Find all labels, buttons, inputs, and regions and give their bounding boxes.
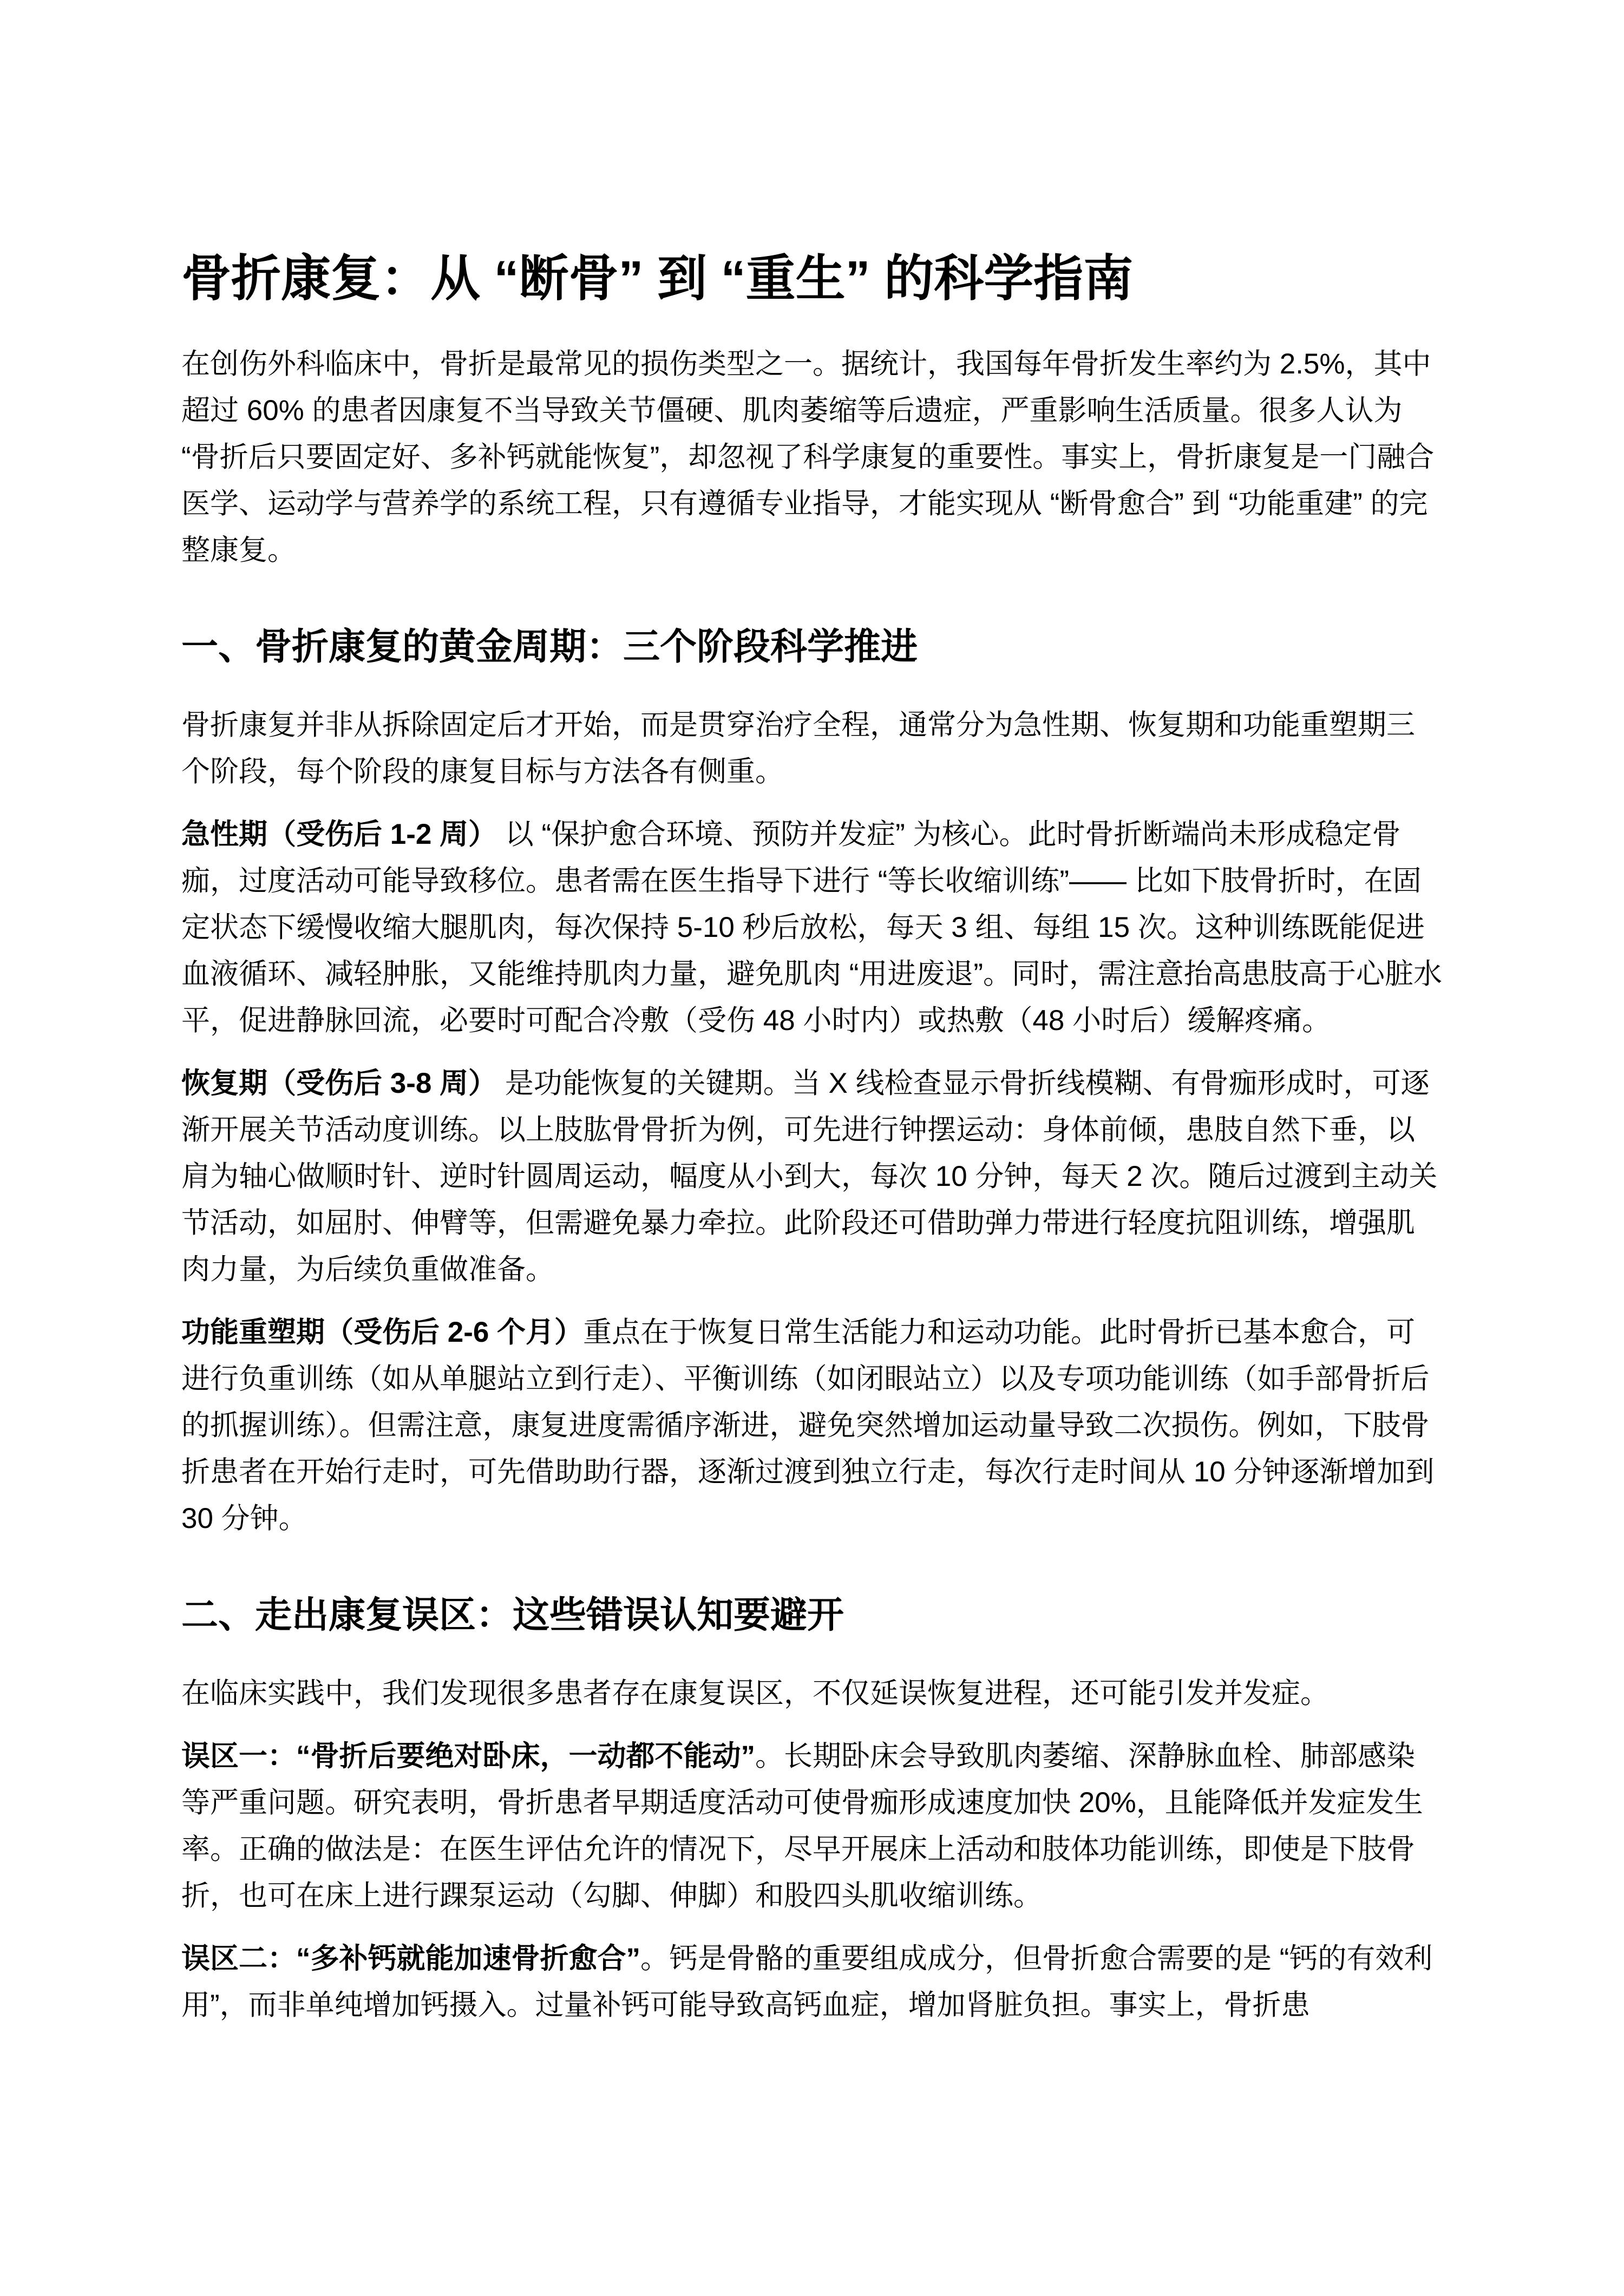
stage-acute-text: 以 “保护愈合环境、预防并发症” 为核心。此时骨折断端尚未形成稳定骨痂，过度活动可能导致移位。患者需在医生指导下进行 “等长收缩训练”—— 比如下肢骨折时，在固定状态下缓慢收缩大腿肌肉，每次保持 5-10 秒后放松，每天 3 组、每组 15 次。这种训练既能促进血液循环、减轻肿胀，又能维持肌肉力量，避免肌肉 “用进废退”。同时，需注意抬高患肢高于心脏水平，促进静脉回流，必要时可配合冷敷（受伤 48 小时内）或热敷（48 小时后）缓解疼痛。 <box>181 818 1443 1037</box>
myth1-lead: 误区一：“骨折后要绝对卧床，一动都不能动” <box>181 1740 755 1772</box>
section1-heading: 一、骨折康复的黄金周期：三个阶段科学推进 <box>181 626 918 667</box>
stage-remodel-lead: 功能重塑期（受伤后 2-6 个月） <box>181 1316 584 1348</box>
myth1-paragraph <box>181 1733 1443 1919</box>
myth1-text: 。长期卧床会导致肌肉萎缩、深静脉血栓、肺部感染等严重问题。研究表明，骨折患者早期适度活动可使骨痂形成速度加快 20%，且能降低并发症发生率。正确的做法是：在医生评估允许的情况下，尽早开展床上活动和肢体功能训练，即使是下肢骨折，也可在床上进行踝泵运动（勾脚、伸脚）和股四头肌收缩训练。 <box>181 1740 1423 1912</box>
stage-remodel-paragraph <box>181 1309 1443 1542</box>
intro-paragraph: 在创伤外科临床中，骨折是最常见的损伤类型之一。据统计，我国每年骨折发生率约为 2.5%，其中超过 60% 的患者因康复不当导致关节僵硬、肌肉萎缩等后遗症，严重影响生活质量。很多人认为 “骨折后只要固定好、多补钙就能恢复”，却忽视了科学康复的重要性。事实上，骨折康复是一门融合医学、运动学与营养学的系统工程，只有遵循专业指导，才能实现从 “断骨愈合” 到 “功能重建” 的完整康复。 <box>181 348 1435 566</box>
section2-heading: 二、走出康复误区：这些错误认知要避开 <box>181 1595 844 1636</box>
stage-recovery-paragraph <box>181 1060 1443 1293</box>
stage-recovery-text: 是功能恢复的关键期。当 X 线检查显示骨折线模糊、有骨痂形成时，可逐渐开展关节活动度训练。以上肢肱骨骨折为例，可先进行钟摆运动：身体前倾，患肢自然下垂，以肩为轴心做顺时针、逆时针圆周运动，幅度从小到大，每次 10 分钟，每天 2 次。随后过渡到主动关节活动，如屈肘、伸臂等，但需避免暴力牵拉。此阶段还可借助弹力带进行轻度抗阻训练，增强肌肉力量，为后续负重做准备。 <box>181 1067 1438 1285</box>
stage-acute-lead: 急性期（受伤后 1-2 周） <box>181 818 497 850</box>
section2-intro-paragraph: 在临床实践中，我们发现很多患者存在康复误区，不仅延误恢复进程，还可能引发并发症。 <box>181 1677 1329 1709</box>
stage-acute-paragraph <box>181 811 1443 1044</box>
page-title: 骨折康复：从 “断骨” 到 “重生” 的科学指南 <box>181 251 1134 306</box>
section1-intro-paragraph: 骨折康复并非从拆除固定后才开始，而是贯穿治疗全程，通常分为急性期、恢复期和功能重塑期三个阶段，每个阶段的康复目标与方法各有侧重。 <box>181 709 1415 788</box>
myth2-text: 。钙是骨骼的重要组成成分，但骨折愈合需要的是 “钙的有效利用”，而非单纯增加钙摄入。过量补钙可能导致高钙血症，增加肾脏负担。事实上，骨折患 <box>181 1943 1433 2021</box>
myth2-paragraph <box>181 1936 1443 2029</box>
stage-recovery-lead: 恢复期（受伤后 3-8 周） <box>181 1067 497 1099</box>
stage-remodel-text: 重点在于恢复日常生活能力和运动功能。此时骨折已基本愈合，可进行负重训练（如从单腿站立到行走）、平衡训练（如闭眼站立）以及专项功能训练（如手部骨折后的抓握训练）。但需注意，康复进度需循序渐进，避免突然增加运动量导致二次损伤。例如，下肢骨折患者在开始行走时，可先借助助行器，逐渐过渡到独立行走，每次行走时间从 10 分钟逐渐增加到 30 分钟。 <box>181 1316 1435 1534</box>
myth2-lead: 误区二：“多补钙就能加速骨折愈合” <box>181 1943 640 1974</box>
